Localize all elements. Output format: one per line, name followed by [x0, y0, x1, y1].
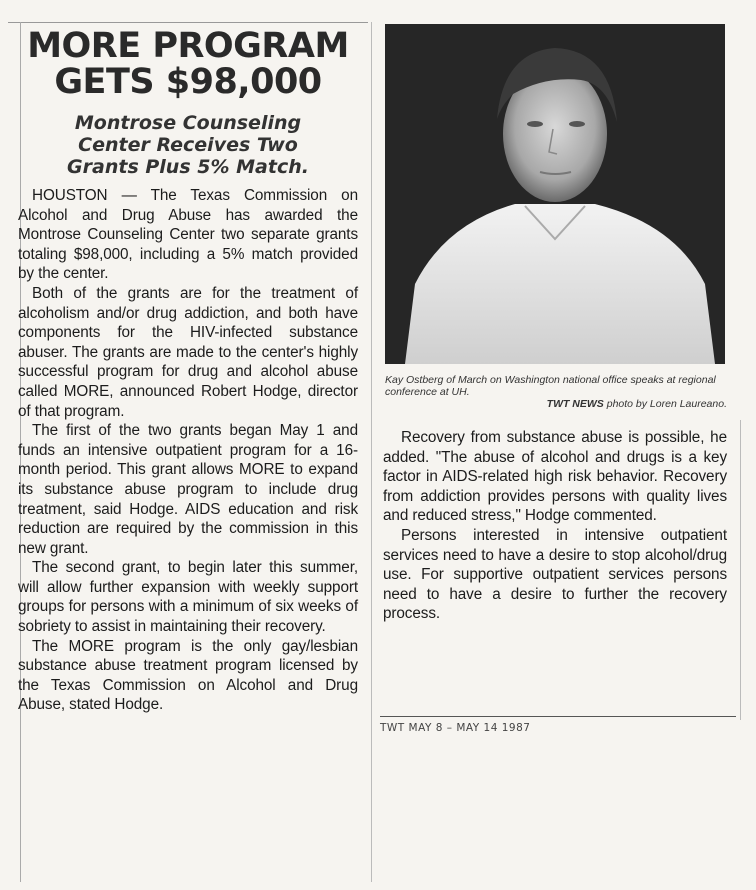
article-paragraph: Persons interested in intensive outpatient services need to have a desire to stop alcohol/drug use. For supportive outpatient services persons need to have a desire to further the recovery process.	[383, 526, 727, 623]
article-paragraph: HOUSTON — The Texas Commission on Alcohol and Drug Abuse has awarded the Montrose Counseling Center two separate grants totaling $98,000, including a 5% match provided by the center.	[18, 187, 358, 283]
credit-text: photo by Loren Laureano.	[603, 398, 727, 410]
article-paragraph: Both of the grants are for the treatment of alcoholism and/or drug addiction, and both have components for the HIV-infected substance abuser. The grants are made to the center's highly successful program for drug and alcohol abuse called MORE, announced Robert Hodge, director of that program.	[18, 284, 358, 420]
headline	[18, 28, 358, 100]
subheadline	[18, 112, 358, 178]
right-rule	[740, 420, 741, 720]
photo-credit	[385, 398, 727, 410]
headline-line-1: MORE PROGRAM	[27, 26, 349, 66]
credit-source: TWT NEWS	[546, 398, 604, 410]
subhead-line-3: Grants Plus 5% Match.	[67, 156, 309, 178]
article-paragraph: The second grant, to begin later this summer, will allow further expansion with weekly support groups for persons with a minimum of six weeks of sobriety to assist in maintaining their recovery.	[18, 559, 358, 636]
portrait-photo	[385, 24, 725, 364]
issue-dateline: TWT MAY 8 – MAY 14 1987	[380, 716, 736, 734]
right-column	[383, 428, 727, 624]
article-body	[18, 186, 358, 715]
subhead-line-2: Center Receives Two	[78, 134, 298, 156]
caption-text: Kay Ostberg of March on Washington national office speaks at regional conference at UH.	[385, 374, 716, 398]
photo-caption	[385, 374, 727, 410]
article-paragraph: The first of the two grants began May 1 and funds an intensive outpatient program for a 16-month period. This grant allows MORE to expand its substance abuse program to include drug treatment, said Hodge. AIDS education and risk reduction are required by the commission in this new grant.	[18, 422, 358, 557]
portrait-illustration	[385, 24, 725, 364]
top-rule	[8, 22, 368, 23]
left-column	[18, 28, 358, 715]
subhead-line-1: Montrose Counseling	[74, 112, 302, 134]
article-paragraph: Recovery from substance abuse is possible, he added. "The abuse of alcohol and drugs is a key factor in AIDS-related high risk behavior. Recovery from addiction provides persons with quality lives and reduced stress," Hodge commented.	[383, 429, 727, 525]
article-paragraph: The MORE program is the only gay/lesbian substance abuse treatment program licensed by the Texas Commission on Alcohol and Drug Abuse, stated Hodge.	[18, 637, 358, 714]
headline-line-2: GETS $98,000	[54, 62, 322, 102]
column-divider	[371, 22, 372, 882]
